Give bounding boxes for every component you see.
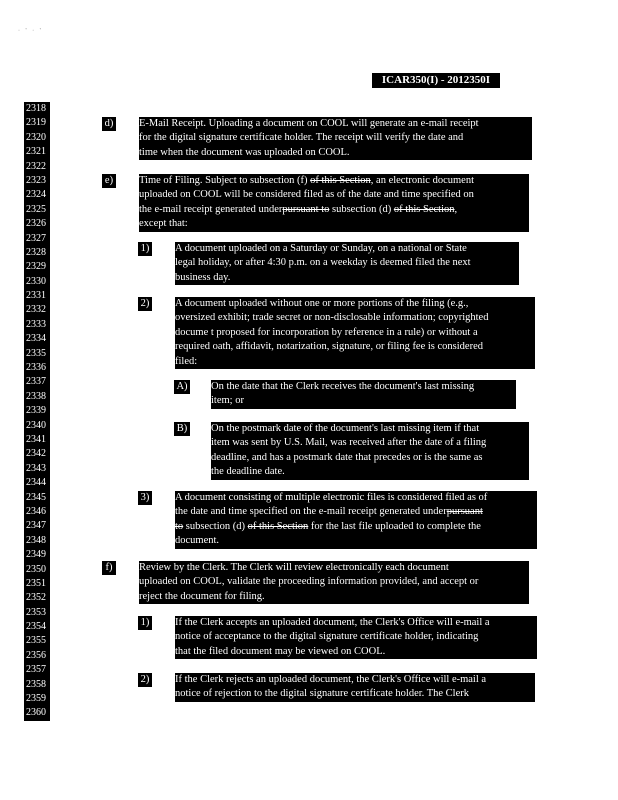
text-line: item; or bbox=[211, 395, 244, 407]
text-line: the deadline date. bbox=[211, 466, 285, 478]
line-number: 2325 bbox=[24, 203, 50, 217]
line-number: 2345 bbox=[24, 491, 50, 505]
line-number: 2332 bbox=[24, 303, 50, 317]
text-line: On the date that the Clerk receives the document's last missing bbox=[211, 381, 475, 392]
subsection-marker-f1: 1) bbox=[138, 616, 152, 630]
line-number: 2318 bbox=[24, 102, 50, 116]
text-line: except that: bbox=[139, 218, 188, 230]
subsection-marker-e2: 2) bbox=[138, 297, 152, 311]
section-marker-f: f) bbox=[102, 561, 116, 575]
line-number: 2342 bbox=[24, 447, 50, 461]
line-number: 2337 bbox=[24, 375, 50, 389]
line-number: 2357 bbox=[24, 663, 50, 677]
item-marker-B: B) bbox=[174, 422, 190, 436]
text-line: deadline, and has a postmark date that precedes or is the same as bbox=[211, 451, 483, 463]
text-line: the date and time specified on the e-mail receipt generated underpursuant bbox=[175, 506, 483, 518]
line-number: 2324 bbox=[24, 188, 50, 202]
text-line: legal holiday, or after 4:30 p.m. on a weekday is deemed filed the next bbox=[175, 257, 471, 269]
text-line: Time of Filing. Subject to subsection (f) of this Section, an electronic document bbox=[139, 175, 474, 186]
section-e-text bbox=[139, 174, 529, 232]
text-line: reject the document for filing. bbox=[139, 590, 265, 602]
text-line: business day. bbox=[175, 271, 231, 283]
text-line: item was sent by U.S. Mail, was received after the date of a filing bbox=[211, 437, 487, 449]
line-number: 2330 bbox=[24, 275, 50, 289]
line-number: 2359 bbox=[24, 692, 50, 706]
line-number: 2352 bbox=[24, 591, 50, 605]
line-number: 2344 bbox=[24, 476, 50, 490]
line-number: 2347 bbox=[24, 519, 50, 533]
item-A-text bbox=[211, 380, 516, 409]
text-line: the e-mail receipt generated underpursuant to subsection (d) of this Section, bbox=[139, 203, 458, 215]
line-number: 2343 bbox=[24, 462, 50, 476]
text-line: If the Clerk accepts an uploaded document, the Clerk's Office will e-mail a bbox=[175, 617, 490, 628]
subsection-marker-e1: 1) bbox=[138, 242, 152, 256]
line-number: 2338 bbox=[24, 390, 50, 404]
section-marker-e: e) bbox=[102, 174, 116, 188]
text-line: time when the document was uploaded on COOL. bbox=[139, 146, 350, 158]
text-line: for the digital signature certificate holder. The receipt will verify the date and bbox=[139, 132, 464, 144]
subsection-e2-text bbox=[175, 297, 535, 369]
line-number: 2331 bbox=[24, 289, 50, 303]
line-number: 2319 bbox=[24, 116, 50, 130]
subsection-e1-text bbox=[175, 242, 519, 285]
text-line: uploaded on COOL will be considered filed as of the date and time specified on bbox=[139, 189, 474, 201]
line-number: 2356 bbox=[24, 649, 50, 663]
corner-marks: · ' · ' bbox=[18, 28, 43, 34]
line-number: 2354 bbox=[24, 620, 50, 634]
document-id: ICAR350(I) - 2012350I bbox=[372, 73, 500, 88]
subsection-e3-text bbox=[175, 491, 537, 549]
text-line: On the postmark date of the document's last missing item if that bbox=[211, 423, 480, 434]
line-number: 2326 bbox=[24, 217, 50, 231]
line-number: 2328 bbox=[24, 246, 50, 260]
struck-text: pursuant to bbox=[282, 203, 330, 215]
section-f-text bbox=[139, 561, 529, 604]
line-numbers bbox=[24, 102, 50, 721]
struck-text: of this Section bbox=[393, 203, 455, 215]
line-number: 2349 bbox=[24, 548, 50, 562]
line-number: 2339 bbox=[24, 404, 50, 418]
section-d-text bbox=[139, 117, 532, 160]
text-line: required oath, affidavit, notarization, signature, or filing fee is considered bbox=[175, 341, 483, 353]
line-number: 2327 bbox=[24, 232, 50, 246]
line-number: 2321 bbox=[24, 145, 50, 159]
line-number: 2355 bbox=[24, 634, 50, 648]
struck-text: to bbox=[175, 520, 184, 532]
line-number: 2360 bbox=[24, 706, 50, 720]
text-line: to subsection (d) of this Section for the last file uploaded to complete the bbox=[175, 520, 481, 532]
line-number: 2323 bbox=[24, 174, 50, 188]
line-number: 2322 bbox=[24, 160, 50, 174]
text-line: notice of acceptance to the digital signature certificate holder, indicating bbox=[175, 631, 479, 643]
text-line: filed: bbox=[175, 355, 198, 367]
section-marker-d: d) bbox=[102, 117, 116, 131]
struck-text: of this Section bbox=[247, 520, 309, 532]
text-line: If the Clerk rejects an uploaded document, the Clerk's Office will e-mail a bbox=[175, 674, 487, 685]
text-line: notice of rejection to the digital signature certificate holder. The Clerk bbox=[175, 688, 469, 700]
text-line: docume t proposed for incorporation by reference in a rule) or without a bbox=[175, 326, 478, 338]
text-line: that the filed document may be viewed on COOL. bbox=[175, 645, 386, 657]
line-number: 2351 bbox=[24, 577, 50, 591]
struck-text: pursuant bbox=[446, 506, 483, 518]
line-number: 2335 bbox=[24, 347, 50, 361]
line-number: 2348 bbox=[24, 534, 50, 548]
text-line: A document uploaded on a Saturday or Sunday, on a national or State bbox=[175, 243, 467, 254]
line-number: 2350 bbox=[24, 563, 50, 577]
subsection-marker-e3: 3) bbox=[138, 491, 152, 505]
line-number: 2336 bbox=[24, 361, 50, 375]
text-line: uploaded on COOL, validate the proceeding information provided, and accept or bbox=[139, 576, 479, 588]
subsection-marker-f2: 2) bbox=[138, 673, 152, 687]
line-number: 2358 bbox=[24, 678, 50, 692]
item-B-text bbox=[211, 422, 529, 480]
line-number: 2353 bbox=[24, 606, 50, 620]
text-line: A document uploaded without one or more portions of the filing (e.g., bbox=[175, 298, 469, 309]
line-number: 2340 bbox=[24, 419, 50, 433]
line-number: 2341 bbox=[24, 433, 50, 447]
text-line: A document consisting of multiple electronic files is considered filed as of bbox=[175, 492, 488, 503]
line-number: 2333 bbox=[24, 318, 50, 332]
text-line: Review by the Clerk. The Clerk will review electronically each document bbox=[139, 562, 449, 573]
text-line: oversized exhibit; trade secret or non-disclosable information; copyrighted bbox=[175, 312, 489, 324]
text-line: E-Mail Receipt. Uploading a document on COOL will generate an e-mail receipt bbox=[139, 118, 479, 129]
text-line: document. bbox=[175, 535, 220, 547]
subsection-f2-text bbox=[175, 673, 535, 702]
line-number: 2329 bbox=[24, 260, 50, 274]
subsection-f1-text bbox=[175, 616, 537, 659]
line-number: 2334 bbox=[24, 332, 50, 346]
item-marker-A: A) bbox=[174, 380, 190, 394]
line-number: 2346 bbox=[24, 505, 50, 519]
line-number: 2320 bbox=[24, 131, 50, 145]
struck-text: of this Section bbox=[310, 175, 371, 186]
